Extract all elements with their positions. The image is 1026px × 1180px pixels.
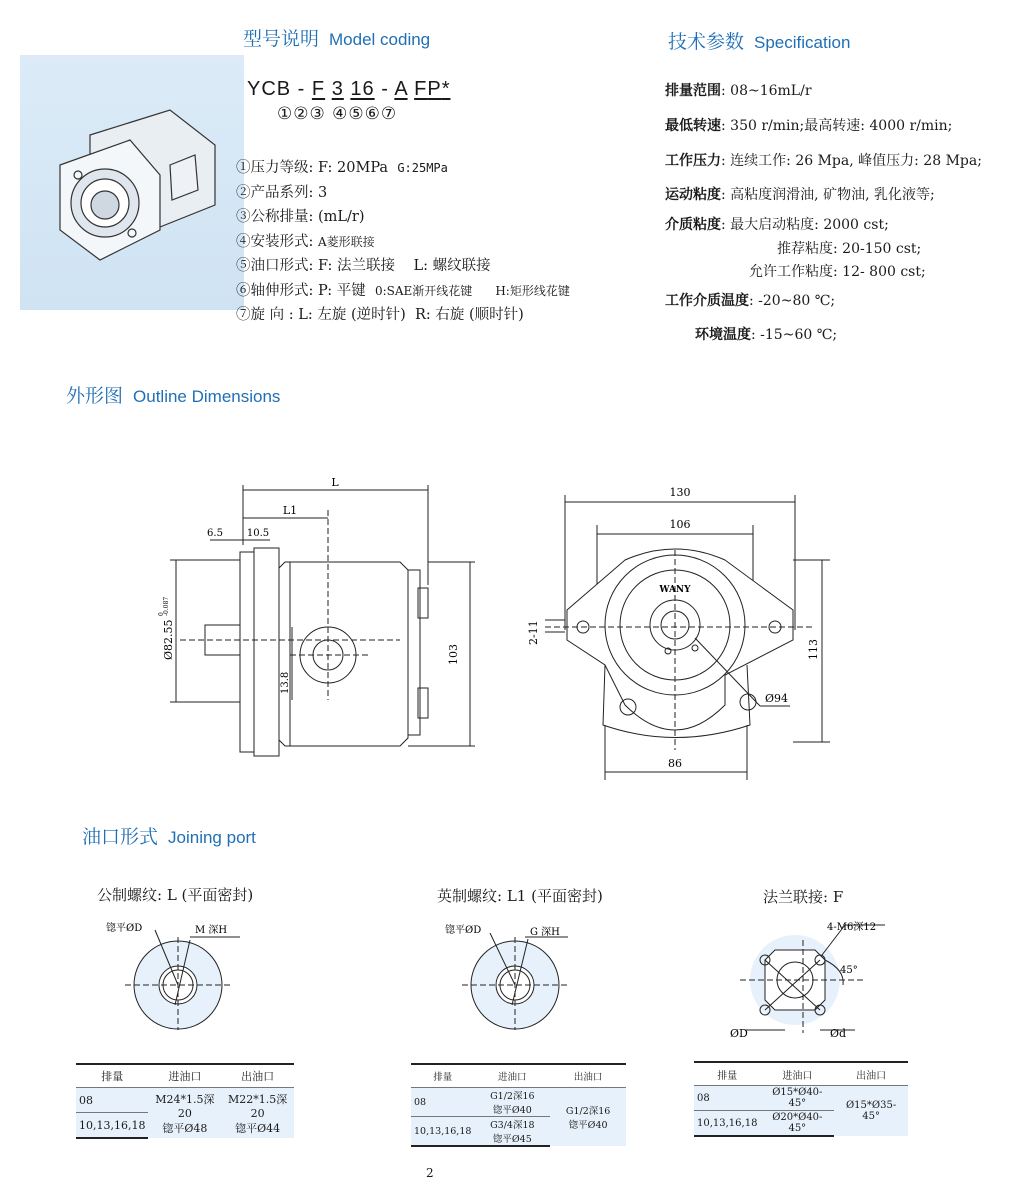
- code-part-6: P: [427, 78, 442, 100]
- cell-inlet-line2: 锪平Ø48: [162, 1121, 208, 1135]
- flange-bolt-label: 4-M6深12: [827, 922, 877, 933]
- spec-row: [665, 184, 935, 204]
- spec-row: [749, 261, 926, 281]
- code-part-7: *: [441, 78, 451, 100]
- code-item-label: ⑦旋 向 : L: 左旋 (逆时针): [236, 307, 406, 323]
- cell-displacement: 10,13,16,18: [76, 1113, 148, 1139]
- cell-inlet-line1: M24*1.5深20: [155, 1092, 215, 1120]
- flange-port-drawing: [725, 915, 895, 1040]
- joining-title-cn: 油口形式: [82, 826, 159, 848]
- code-item-mounting: [236, 230, 570, 255]
- spec-value: : 连续工作: 26 Mpa, 峰值压力: 28 Mpa;: [721, 153, 982, 169]
- cell-displacement: 10,13,16,18: [411, 1117, 474, 1147]
- cell-displacement: 08: [76, 1088, 148, 1113]
- metric-port-table: [76, 1063, 294, 1139]
- dim-2-11: 2-11: [527, 620, 540, 645]
- cell-inlet: Ø20*Ø40-45°: [760, 1111, 834, 1137]
- spec-key: 排量范围: [665, 83, 721, 99]
- code-item-label: ①压力等级: F: 20MPa: [236, 160, 389, 176]
- code-item-series: [236, 181, 570, 206]
- code-item-label: ④安装形式:: [236, 233, 318, 250]
- code-separator: -: [381, 78, 389, 100]
- spec-value: : 高粘度润滑油, 矿物油, 乳化液等;: [721, 187, 935, 203]
- cell-inlet-line2: 锪平Ø40: [492, 1105, 532, 1116]
- code-item-label: ③公称排量: (mL/r): [236, 209, 365, 225]
- spec-value: : -20~80 ℃;: [749, 293, 836, 309]
- specification-title-cn: 技术参数: [668, 31, 745, 53]
- specification-title-en: Specification: [754, 33, 851, 52]
- cell-inlet-line1: G3/4深18: [490, 1120, 535, 1131]
- outline-title: [66, 381, 280, 408]
- code-item-extra: G:25MPa: [397, 161, 448, 175]
- imperial-port-table: [411, 1063, 626, 1147]
- code-item-label: ⑥轴伸形式: P: 平键: [236, 282, 366, 299]
- code-item-extra: A菱形联接: [318, 234, 375, 249]
- spec-row: [665, 214, 889, 234]
- cell-outlet: Ø15*Ø35-45°: [834, 1086, 908, 1137]
- spec-value: : 最大启动粘度: 2000 cst;: [721, 217, 889, 233]
- joining-title-en: Joining port: [168, 828, 256, 847]
- col-outlet: 出油口: [221, 1064, 294, 1088]
- code-item-extra: R: 右旋 (顺时针): [414, 307, 524, 323]
- spec-row: [777, 238, 921, 258]
- col-inlet: 进油口: [148, 1064, 221, 1088]
- col-inlet: 进油口: [474, 1064, 550, 1088]
- dim-tolerance-zero: 0: [158, 612, 165, 616]
- col-inlet: 进油口: [760, 1062, 834, 1086]
- code-item-label: ②产品系列: 3: [236, 184, 328, 201]
- imperial-counterbore-label: 锪平ØD: [445, 925, 482, 936]
- cell-outlet-line2: 锪平Ø44: [235, 1121, 281, 1135]
- dim-10-5: 10.5: [246, 528, 270, 539]
- front-view-drawing: [525, 480, 835, 780]
- code-item-rotation: [236, 303, 570, 328]
- table-row: [411, 1088, 626, 1117]
- model-coding-title-cn: 型号说明: [243, 28, 320, 50]
- metric-thread-title: 公制螺纹: L (平面密封): [97, 886, 254, 904]
- cell-outlet-line2: 锪平Ø40: [568, 1120, 608, 1131]
- spec-row: [665, 290, 835, 310]
- metric-port-drawing: [100, 915, 260, 1030]
- flange-angle-label: 45°: [840, 965, 858, 976]
- imperial-thread-label: G 深H: [530, 927, 560, 938]
- spec-value: : -15~60 ℃;: [751, 327, 838, 343]
- code-item-shaft: [236, 279, 570, 304]
- spec-value: : 08~16mL/r: [721, 83, 812, 99]
- side-view-drawing: [160, 470, 490, 760]
- code-item-pressure: [236, 156, 570, 181]
- col-displacement: 排量: [411, 1064, 474, 1088]
- model-code: [247, 78, 450, 101]
- flange-port-table: [694, 1061, 908, 1137]
- cell-inlet: [474, 1117, 550, 1147]
- cell-inlet-line2: 锪平Ø45: [492, 1134, 532, 1145]
- spec-key: 运动粘度: [665, 187, 721, 203]
- dim-94: Ø94: [765, 692, 789, 705]
- dim-113: 113: [807, 639, 820, 660]
- imperial-thread-title: 英制螺纹: L1 (平面密封): [437, 887, 603, 905]
- cell-inlet: [474, 1088, 550, 1117]
- spec-key: 介质粘度: [665, 217, 721, 233]
- joining-port-title: [82, 822, 256, 849]
- outline-title-cn: 外形图: [66, 385, 124, 407]
- dim-13-8: 13.8: [280, 671, 291, 694]
- cell-displacement: 10,13,16,18: [694, 1111, 760, 1137]
- dim-tolerance: -0.087: [163, 596, 170, 616]
- dim-L1: L1: [282, 504, 298, 517]
- dim-130: 130: [669, 486, 691, 499]
- spec-row: [665, 150, 982, 170]
- code-item-port: [236, 254, 570, 279]
- spec-row: [665, 115, 952, 135]
- col-displacement: 排量: [76, 1064, 148, 1088]
- metric-thread-label: M 深H: [195, 925, 228, 936]
- flange-inner-diameter-label: Ød: [830, 1027, 847, 1040]
- flange-title: 法兰联接: F: [763, 888, 844, 906]
- spec-row: [665, 80, 812, 100]
- code-item-extra: 0:SAE渐开线花键: [374, 283, 473, 298]
- code-part-5: F: [414, 78, 428, 100]
- spec-key: 环境温度: [695, 327, 751, 343]
- dim-86: 86: [668, 757, 682, 770]
- page-number: 2: [426, 1166, 434, 1180]
- code-part-3: 16: [350, 78, 375, 100]
- code-part-2: 3: [331, 78, 344, 100]
- code-item-extra2: H:矩形线花键: [495, 283, 570, 298]
- table-row: [694, 1086, 908, 1111]
- pump-photo: [20, 55, 244, 310]
- code-prefix: YCB -: [247, 78, 306, 100]
- cell-outlet: [550, 1088, 626, 1147]
- cell-displacement: 08: [694, 1086, 760, 1111]
- spec-key: 最低转速: [665, 118, 721, 134]
- col-displacement: 排量: [694, 1062, 760, 1086]
- model-code-legend: [236, 156, 570, 328]
- cell-outlet: [221, 1088, 294, 1139]
- dim-L: L: [331, 476, 339, 489]
- code-item-extra: L: 螺纹联接: [413, 258, 491, 274]
- dim-103: 103: [447, 644, 460, 665]
- code-part-1: F: [311, 78, 326, 100]
- spec-value: 允许工作粘度: 12- 800 cst;: [749, 264, 926, 280]
- brand-logo-text: WANY: [659, 585, 691, 595]
- imperial-port-drawing: [440, 915, 600, 1030]
- code-item-displacement: [236, 205, 570, 230]
- model-coding-title-en: Model coding: [329, 30, 431, 49]
- col-outlet: 出油口: [550, 1064, 626, 1088]
- spec-value: : 350 r/min;最高转速: 4000 r/min;: [721, 118, 953, 134]
- specification-title: [668, 27, 850, 54]
- code-position-numbers: ①②③ ④⑤⑥⑦: [277, 104, 398, 124]
- code-item-label: ⑤油口形式: F: 法兰联接: [236, 258, 396, 274]
- flange-outer-diameter-label: ØD: [730, 1027, 748, 1040]
- spec-value: 推荐粘度: 20-150 cst;: [777, 241, 922, 257]
- dim-106: 106: [669, 518, 691, 531]
- cell-outlet-line1: M22*1.5深20: [227, 1092, 288, 1120]
- gear-pump-illustration: [20, 55, 244, 310]
- cell-displacement: 08: [411, 1088, 474, 1117]
- cell-inlet-line1: G1/2深16: [490, 1091, 535, 1102]
- cell-outlet-line1: G1/2深16: [565, 1106, 611, 1117]
- metric-counterbore-label: 锪平ØD: [106, 923, 143, 934]
- spec-row: [695, 324, 837, 344]
- col-outlet: 出油口: [834, 1062, 908, 1086]
- spec-key: 工作介质温度: [665, 293, 749, 309]
- code-part-4: A: [394, 78, 408, 100]
- table-row: [76, 1088, 294, 1113]
- dim-6-5: 6.5: [207, 528, 223, 539]
- cell-inlet: Ø15*Ø40-45°: [760, 1086, 834, 1111]
- dim-shaft-diameter: Ø82.55: [162, 619, 175, 660]
- model-coding-title: [243, 24, 430, 51]
- outline-title-en: Outline Dimensions: [133, 387, 281, 406]
- cell-inlet: [148, 1088, 221, 1139]
- spec-key: 工作压力: [665, 153, 721, 169]
